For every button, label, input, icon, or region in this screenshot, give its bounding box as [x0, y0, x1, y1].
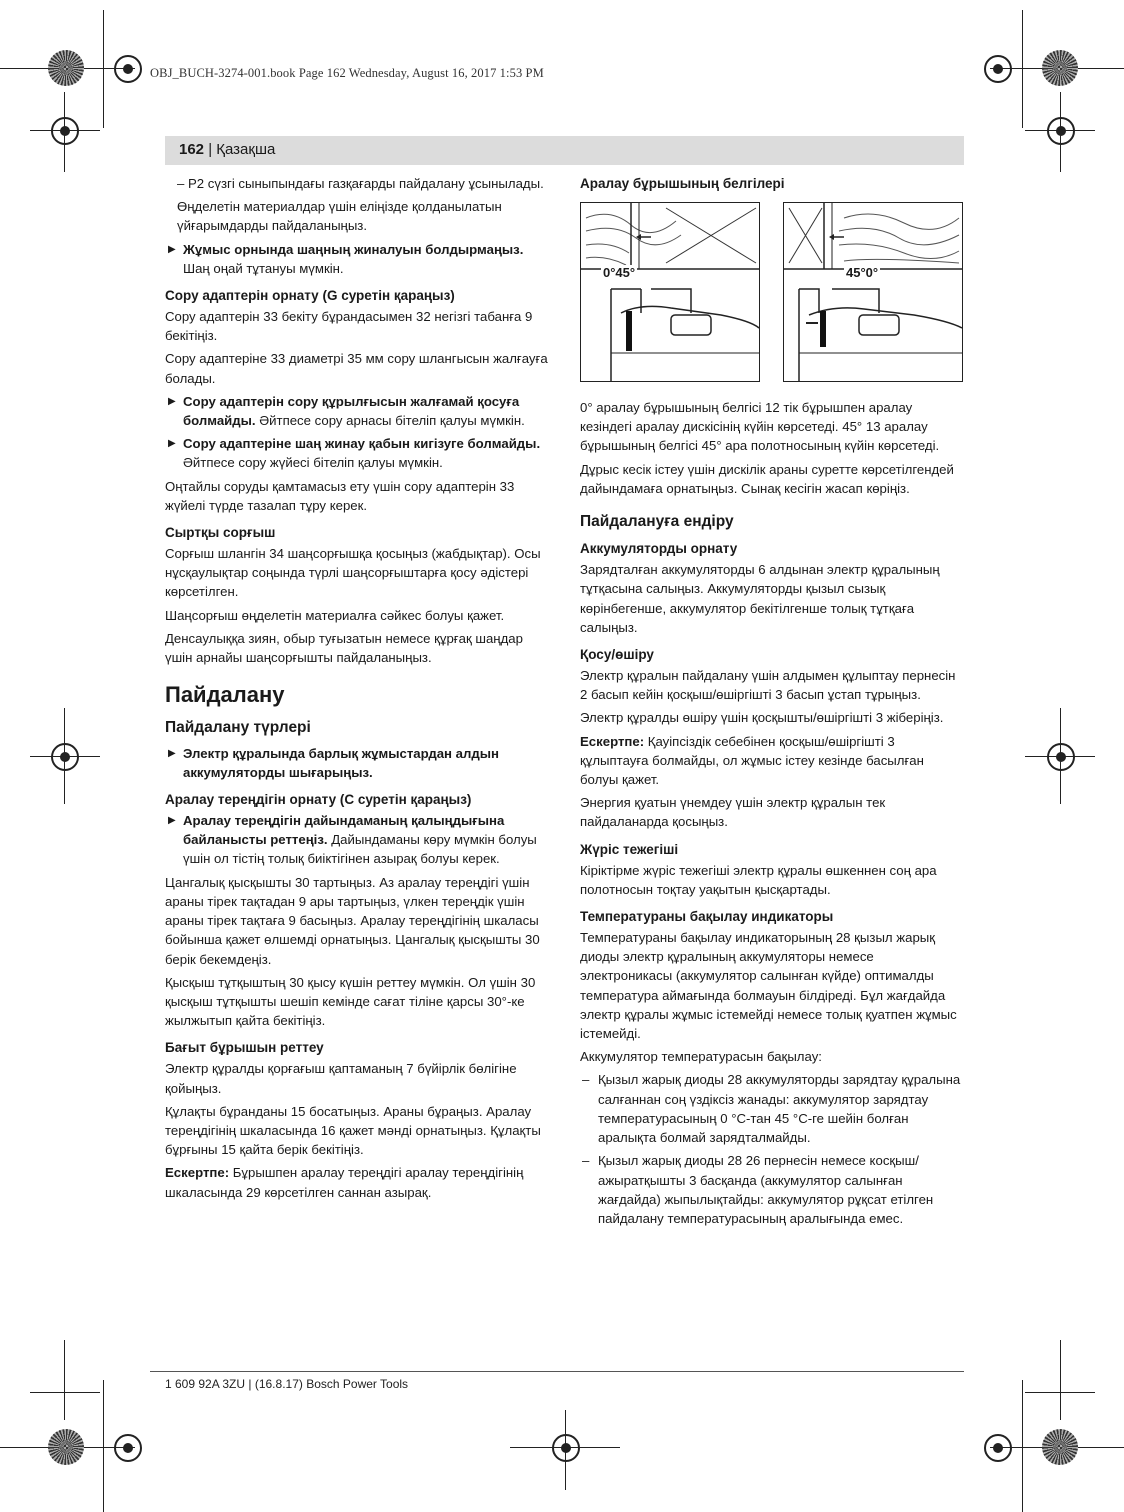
- crop-mark: [103, 1380, 104, 1512]
- note-text: Бұрышпен аралау тереңдігі аралау тереңдігінің шкаласында 29 көрсетілген саннан азырақ.: [165, 1165, 524, 1200]
- warning-bold: Сору адаптерін сору құрылғысын жалғамай қосуға болмайды.: [183, 393, 520, 429]
- heading: Бағыт бұрышын реттеу: [165, 1040, 324, 1056]
- registration-target: [51, 117, 79, 145]
- paragraph: Температураны бақылау индикаторының 28 қызыл жарық диоды электр құралының аккумуляторы немесе электроникасы (аккумулятор салынған күйде) оптималды температура аймағында болмауын білдіреді. Бұл жағдайда электр құралы жұмыс істемейді немесе толық қуатпен жұмыс істемейді.: [580, 930, 957, 1042]
- heading: Қосу/өшіру: [580, 647, 654, 663]
- registration-target: [1047, 117, 1075, 145]
- list-item: – Қызыл жарық диоды 28 26 пернесін немесе косқыш/ажыратқышты 3 басқанда (аккумулятор салынған жағдайда) жыпылықтайды: аккумулятор рұқсат етілген пайдалану температурасының аралығында емес.: [582, 1153, 934, 1226]
- page-footer: 1 609 92A 3ZU | (16.8.17) Bosch Power Tools: [165, 1377, 409, 1391]
- heading: Аралау тереңдігін орнату (C суретін қараңыз): [165, 792, 472, 808]
- paragraph: Энергия қуатын үнемдеу үшін электр құралын тек пайдаланарда қосыңыз.: [580, 795, 886, 830]
- warning-text: Әйтпесе сору жүйесі бітеліп қалуы мүмкін.: [183, 455, 443, 471]
- registration-target: [51, 743, 79, 771]
- warning-text: Шаң оңай тұтануы мүмкін.: [183, 260, 344, 276]
- paragraph: Өңделетін материалдар үшін еліңізде қолданылатын үйғарымдарды пайдаланыңыз.: [177, 199, 502, 234]
- figure-angle-marks-left: [580, 202, 760, 382]
- note: [165, 1163, 550, 1201]
- registration-disk: [1042, 1429, 1078, 1465]
- paragraph: Сору адаптерін 33 бекіту бұрандасымен 32 негізгі табанға 9 бекітіңіз.: [165, 309, 533, 344]
- note-label: Ескертпе:: [580, 733, 645, 749]
- crop-mark: [30, 1392, 100, 1393]
- warning-bold: Жұмыс орнында шаңның жиналуын болдырмаңыз.: [183, 241, 524, 257]
- page-number: 162: [179, 141, 205, 158]
- section-title: Пайдалану: [165, 682, 285, 708]
- paragraph: Шаңсорғыш өңделетін материалға сәйкес болуы қажет.: [165, 607, 505, 623]
- registration-target: [984, 55, 1012, 83]
- footer-rule: [150, 1371, 964, 1372]
- crop-mark: [1022, 1380, 1023, 1512]
- heading: Сыртқы сорғыш: [165, 525, 276, 541]
- crop-mark: [1060, 1340, 1061, 1420]
- warning: ▶ Электр құралында барлық жұмыстардан алдын аккумуляторды шығарыңыз.: [168, 745, 499, 780]
- paragraph: Оңтайлы соруды қамтамасыз ету үшін сору адаптерін 33 жүйелі түрде тазалап тұру керек.: [165, 478, 515, 513]
- angle-label: 45°0°: [846, 265, 879, 280]
- registration-target: [114, 1434, 142, 1462]
- warning-bold: Электр құралында барлық жұмыстардан алдын аккумуляторды шығарыңыз.: [183, 745, 499, 780]
- left-column: [165, 174, 550, 1206]
- page-header: 162 | Қазақша: [179, 141, 276, 158]
- heading: Сору адаптерін орнату (G суретін қараңыз): [165, 288, 455, 304]
- registration-target: [552, 1434, 580, 1462]
- language-label: Қазақша: [216, 141, 276, 158]
- paragraph: Құлақты бұранданы 15 босатыңыз. Араны бұраңыз. Аралау тереңдігінің шкаласында 16 қажет мәнді орнатыңыз. Құлақты бұрғыны 15 қайта берік бекітіңіз.: [165, 1103, 541, 1158]
- note-label: Ескертпе:: [165, 1165, 230, 1181]
- subsection-title: Пайдалануға ендіру: [580, 513, 734, 531]
- saw-illustration: [784, 203, 962, 381]
- registration-disk: [48, 1429, 84, 1465]
- registration-target: [984, 1434, 1012, 1462]
- list-item-text: Қызыл жарық диоды 28 26 пернесін немесе косқыш/ажыратқышты 3 басқанда (аккумулятор салынған жағдайда) жыпылықтайды: аккумулятор рұқсат етілген пайдалану температурасының аралығында емес.: [598, 1153, 934, 1226]
- paragraph: Зарядталған аккумуляторды 6 алдынан электр құралының тұтқасына салыңыз. Аккумуляторды қызыл сызық көрінбегенше, аккумулятор бекітілгенше толық тұтқаға салыңыз.: [580, 562, 940, 635]
- page-header-bar: [165, 136, 964, 165]
- angle-label: 0°45°: [603, 265, 636, 280]
- paragraph: Цангалық қысқышты 30 тартыңыз. Аз аралау тереңдігі үшін араны тірек тақтадан 9 ары тартыңыз, үлкен тереңдік үшін араны тірек тақтаға 9 басыңыз. Аралау тереңдігінің шкаласы бойынша қажет өлшемді орнатыңыз. Цангалық қысқышты 30 берік бекемдеңіз.: [165, 874, 540, 967]
- print-slug: OBJ_BUCH-3274-001.book Page 162 Wednesday, August 16, 2017 1:53 PM: [150, 66, 544, 80]
- paragraph: Электр құралды қорғағыш қаптаманың 7 бүйірлік бөлігіне қойыңыз.: [165, 1061, 517, 1096]
- list-item: – Қызыл жарық диоды 28 аккумуляторды зарядтау құралына салғаннан соң үздіксіз жанады: аккумулятор зарядтау температурасының 0 °C-тан 45 °C-ге шейін болған аралықта болмай зарядталмайды.: [582, 1072, 961, 1146]
- paragraph: Аккумулятор температурасын бақылау:: [580, 1049, 822, 1065]
- figure-angle-marks-right: [783, 202, 963, 382]
- paragraph: Сорғыш шлангін 34 шаңсорғышқа қосыңыз (жабдықтар). Осы нұсқаулықтар соңында түрлі шаңсорғыштарға қосу әдістері көрсетілген.: [165, 546, 541, 600]
- warning: ▶ Сору адаптерін сору құрылғысын жалғамай қосуға болмайды. Әйтпесе сору арнасы бітеліп қалуы мүмкін.: [168, 393, 525, 429]
- registration-disk: [1042, 50, 1078, 86]
- paragraph: Сору адаптеріне 33 диаметрі 35 мм сору шлангысын жалғауға болады.: [165, 351, 548, 386]
- crop-mark: [64, 1340, 65, 1420]
- registration-target: [114, 55, 142, 83]
- subsection-title: Пайдалану түрлері: [165, 719, 311, 737]
- crop-mark: [103, 10, 104, 128]
- saw-illustration: [581, 203, 759, 381]
- right-column-top: [580, 174, 965, 195]
- paragraph: Дұрыс кесік істеу үшін дискілік араны суретте көрсетілгендей дайындамаға орнатыңыз. Сынақ кесігін жасап көріңіз.: [580, 461, 954, 496]
- warning-text: Дайындаманы көру мүмкін болуы үшін ол тістің толық биіктігінен азырақ болуы керек.: [183, 832, 537, 867]
- paragraph: – P2 сүзгі сыныпындағы газқағарды пайдалану ұсынылады.: [177, 176, 544, 191]
- registration-disk: [48, 50, 84, 86]
- warning: ▶ Сору адаптеріне шаң жинау қабын кигізуге болмайды. Әйтпесе сору жүйесі бітеліп қалуы мүмкін.: [168, 436, 541, 471]
- registration-target: [1047, 743, 1075, 771]
- warning-text: Әйтпесе сору арнасы бітеліп қалуы мүмкін.: [259, 413, 525, 429]
- warning-bold: Сору адаптеріне шаң жинау қабын кигізуге болмайды.: [183, 436, 541, 452]
- note: [580, 732, 965, 790]
- paragraph: 0° аралау бұрышының белгісі 12 тік бұрышпен аралау кезіндегі аралау дискісінің күйін көрсетеді. 45° 13 аралау бұрышының белгісі 45° ара полотносының күйін көрсетеді.: [580, 400, 940, 454]
- note-text: Қауіпсіздік себебінен қосқыш/өшіргішті 3 құлыптауға болмайды, ол жұмыс істеу кезінде басылған болуы қажет.: [580, 733, 924, 788]
- heading: Аккумуляторды орнату: [580, 541, 738, 557]
- paragraph: Денсаулыққа зиян, обыр туғызатын немесе құрғақ шаңдар үшін арнайы шаңсорғышты пайдаланыңыз.: [165, 630, 523, 666]
- heading: Жүріс тежегіші: [580, 841, 679, 857]
- crop-mark: [1022, 10, 1023, 128]
- warning: ▶ Аралау тереңдігін дайындаманың қалыңдығына байланысты реттеңіз. Дайындаманы көру мүмкін болуы үшін ол тістің толық биіктігінен азырақ болуы керек.: [168, 813, 537, 867]
- warning-bold: Аралау тереңдігін дайындаманың қалыңдығына байланысты реттеңіз.: [183, 813, 505, 848]
- paragraph: Қысқыш тұтқыштың 30 қысу күшін реттеу мүмкін. Ол үшін 30 қысқыш тұтқышты шешіп кемінде сағат тіліне қарсы 30°-ке жылжытып қайта бекітіңіз.: [165, 974, 536, 1029]
- warning: ▶ Жұмыс орнында шаңның жиналуын болдырмаңыз. Шаң оңай тұтануы мүмкін.: [168, 241, 524, 276]
- heading: Аралау бұрышының белгілері: [580, 176, 785, 191]
- paragraph: Электр құралды өшіру үшін қосқышты/өшіргішті 3 жіберіңіз.: [580, 710, 944, 726]
- paragraph: Кіріктірме жүріс тежегіші электр құралы өшкеннен соң ара полотносын тоқтау уақытын қысқартады.: [580, 862, 937, 897]
- paragraph: Электр құралын пайдалану үшін алдымен құлыптау пернесін 2 басып кейін қосқыш/өшіргішті 3 басып ұстап тұрыңыз.: [580, 668, 956, 703]
- heading: Температураны бақылау индикаторы: [580, 909, 834, 925]
- list-item-text: Қызыл жарық диоды 28 аккумуляторды зарядтау құралына салғаннан соң үздіксіз жанады: аккумулятор зарядтау температурасының 0 °C-тан 45 °C-ге шейін болған аралықта болмай зарядталмайды.: [598, 1072, 961, 1146]
- right-column: [580, 398, 965, 1232]
